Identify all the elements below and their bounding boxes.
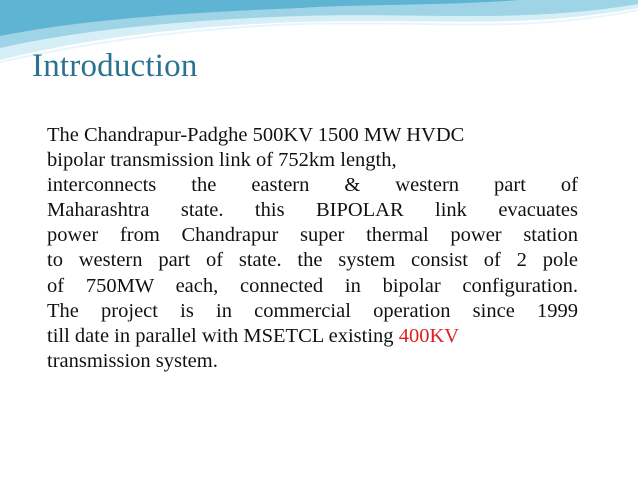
body-line-1: The Chandrapur-Padghe 500KV 1500 MW HVDC — [47, 124, 465, 146]
body-line-6: to western part of state. the system consist of 2 pole — [47, 249, 578, 272]
body-line-2: bipolar transmission link of 752km length, — [47, 149, 397, 172]
body-line-4: Maharashtra state. this BIPOLAR link evacuates — [47, 199, 578, 222]
body-line-9 — [47, 324, 578, 349]
body-line-3: interconnects the eastern & western part of — [47, 174, 578, 197]
body-line-7: of 750MW each, connected in bipolar configuration. — [47, 274, 578, 297]
slide-title: Introduction — [32, 48, 198, 84]
body-line-9-text: till date in parallel with MSETCL existing — [47, 324, 399, 347]
highlight-400kv: 400KV — [398, 324, 460, 347]
body-line-8: The project is in commercial operation since 1999 — [47, 299, 578, 322]
slide-body — [47, 123, 578, 374]
body-line-5: power from Chandrapur super thermal power station — [47, 224, 578, 247]
body-line-10: transmission system. — [47, 349, 218, 372]
